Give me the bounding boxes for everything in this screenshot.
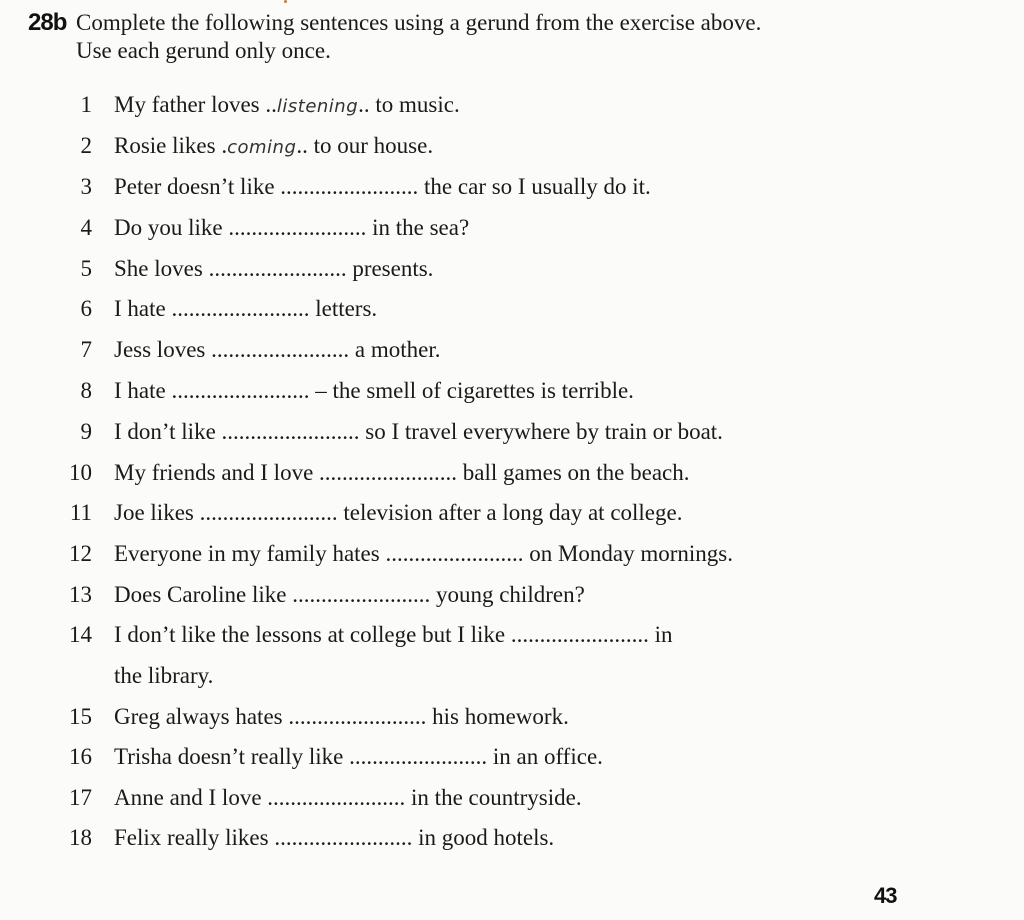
answer-blank: ........................ bbox=[280, 174, 419, 199]
item-text-continuation: the library. bbox=[114, 663, 214, 688]
handwritten-answer: coming bbox=[227, 137, 297, 158]
item-text: Does Caroline like ........................ young children? bbox=[114, 582, 585, 607]
item-number: 12 bbox=[69, 541, 92, 566]
answer-blank: ........................ bbox=[221, 419, 360, 444]
item-text: Rosie likes .coming.. to our house. bbox=[114, 133, 434, 158]
item-text: Joe likes ........................ television after a long day at college. bbox=[114, 500, 683, 525]
answer-blank: ........................ bbox=[267, 785, 406, 810]
item-text: My friends and I love ........................ ball games on the beach. bbox=[114, 460, 690, 485]
answer-blank: ........................ bbox=[319, 460, 458, 485]
exercise-instructions bbox=[76, 9, 976, 65]
item-text: She loves ........................ presents. bbox=[114, 256, 434, 281]
exercise-number: 28b bbox=[28, 9, 67, 36]
item-number: 7 bbox=[80, 337, 92, 362]
answer-blank: ........................ bbox=[274, 825, 413, 850]
item-text: Felix really likes ........................ in good hotels. bbox=[114, 825, 555, 850]
answer-blank: ........................ bbox=[510, 622, 649, 647]
item-text: Peter doesn’t like ........................ the car so I usually do it. bbox=[114, 174, 651, 199]
answer-blank: ........................ bbox=[228, 215, 367, 240]
item-number: 2 bbox=[80, 133, 92, 158]
answer-blank: ........................ bbox=[208, 256, 347, 281]
item-number: 15 bbox=[69, 704, 92, 729]
instruction-line-2: Use each gerund only once. bbox=[76, 38, 331, 63]
answer-blank: ........................ bbox=[211, 337, 350, 362]
answer-blank: ........................ bbox=[199, 500, 338, 525]
item-number: 16 bbox=[69, 744, 92, 769]
answer-prefix: . bbox=[221, 133, 228, 158]
item-text: Do you like ........................ in the sea? bbox=[114, 215, 470, 240]
answer-blank: ........................ bbox=[288, 704, 427, 729]
item-text: Anne and I love ........................ in the countryside. bbox=[114, 785, 582, 810]
item-number: 18 bbox=[69, 825, 92, 850]
item-text: I hate ........................ – the smell of cigarettes is terrible. bbox=[114, 378, 634, 403]
item-number: 13 bbox=[69, 582, 92, 607]
item-text: Trisha doesn’t really like ........................ in an office. bbox=[114, 744, 603, 769]
item-number: 4 bbox=[80, 215, 92, 240]
item-number: 5 bbox=[80, 256, 92, 281]
item-number: 6 bbox=[80, 296, 92, 321]
page-number: 43 bbox=[874, 883, 897, 908]
answer-blank: ........................ bbox=[292, 582, 431, 607]
instruction-line-1: Complete the following sentences using a gerund from the exercise above. bbox=[76, 10, 762, 35]
answer-suffix: .. bbox=[296, 133, 308, 158]
item-text: My father loves ..listening.. to music. bbox=[114, 92, 460, 117]
answer-suffix: .. bbox=[358, 92, 370, 117]
answer-blank: ........................ bbox=[171, 296, 310, 321]
item-text: Greg always hates ........................ his homework. bbox=[114, 704, 569, 729]
answer-blank: ........................ bbox=[171, 378, 310, 403]
item-number: 10 bbox=[69, 460, 92, 485]
item-number: 8 bbox=[80, 378, 92, 403]
handwritten-answer: listening bbox=[276, 96, 359, 117]
item-number: 1 bbox=[80, 92, 92, 117]
answer-blank: ........................ bbox=[349, 744, 488, 769]
item-number: 9 bbox=[80, 419, 92, 444]
item-number: 17 bbox=[69, 785, 92, 810]
item-text: Everyone in my family hates ........................ on Monday mornings. bbox=[114, 541, 734, 566]
page-mark bbox=[284, 0, 287, 3]
item-text: I don’t like ........................ so I travel everywhere by train or boat. bbox=[114, 419, 723, 444]
answer-prefix: .. bbox=[265, 92, 277, 117]
item-text: I don’t like the lessons at college but I like ........................ in bbox=[114, 622, 673, 647]
item-text: I hate ........................ letters. bbox=[114, 296, 378, 321]
item-number: 14 bbox=[69, 622, 92, 647]
answer-blank: ........................ bbox=[385, 541, 524, 566]
item-text: Jess loves ........................ a mother. bbox=[114, 337, 441, 362]
item-number: 3 bbox=[80, 174, 92, 199]
item-number: 11 bbox=[69, 500, 92, 525]
